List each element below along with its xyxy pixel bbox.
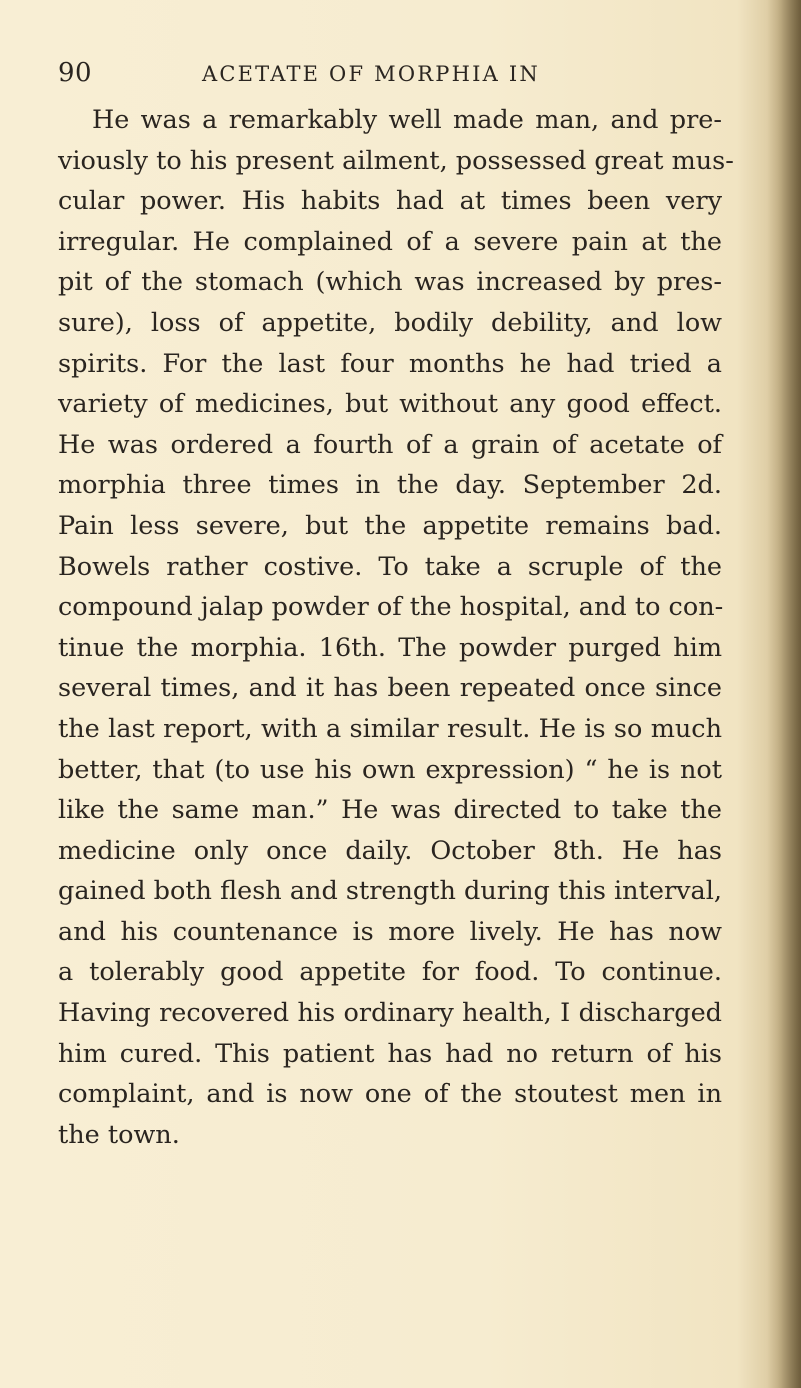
text-line: several times, and it has been repeated once since bbox=[58, 673, 722, 704]
text-line: He was ordered a fourth of a grain of acetate of bbox=[58, 429, 722, 460]
text-line: pit of the stomach (which was increased by pres- bbox=[58, 267, 722, 298]
text-line: Pain less severe, but the appetite remains bad. bbox=[58, 510, 722, 541]
text-line: and his countenance is more lively. He has now bbox=[58, 916, 722, 947]
text-line: spirits. For the last four months he had tried a bbox=[58, 348, 722, 379]
text-line: medicine only once daily. October 8th. He has bbox=[58, 835, 722, 866]
text-line: the town. bbox=[58, 1119, 180, 1150]
text-line: morphia three times in the day. September 2d. bbox=[58, 470, 722, 501]
text-line: He was a remarkably well made man, and pre- bbox=[92, 105, 722, 135]
text-line: cular power. His habits had at times been very bbox=[58, 186, 722, 217]
running-head: ACETATE OF MORPHIA IN bbox=[202, 62, 540, 86]
text-line: a tolerably good appetite for food. To continue. bbox=[58, 957, 722, 988]
text-line: gained both flesh and strength during this interval, bbox=[58, 876, 722, 907]
text-line: tinue the morphia. 16th. The powder purged him bbox=[58, 632, 722, 663]
text-line: like the same man.” He was directed to take the bbox=[58, 795, 722, 826]
text-line: the last report, with a similar result. He is so much bbox=[58, 713, 722, 744]
text-line: sure), loss of appetite, bodily debility, and low bbox=[58, 307, 722, 338]
body-paragraph bbox=[58, 100, 734, 1155]
text-line: variety of medicines, but without any good effect. bbox=[58, 389, 722, 420]
text-line: irregular. He complained of a severe pain at the bbox=[58, 226, 722, 257]
text-line: complaint, and is now one of the stoutest men in bbox=[58, 1079, 722, 1110]
text-line: viously to his present ailment, possessed great mus- bbox=[58, 145, 734, 176]
text-line: him cured. This patient has had no return of his bbox=[58, 1038, 722, 1069]
page-header bbox=[58, 58, 758, 94]
text-line: better, that (to use his own expression) “ he is not bbox=[58, 754, 722, 785]
text-line: Having recovered his ordinary health, I discharged bbox=[58, 998, 722, 1029]
text-line: Bowels rather costive. To take a scruple of the bbox=[58, 551, 722, 582]
page-number: 90 bbox=[58, 58, 93, 88]
text-line: compound jalap powder of the hospital, and to con- bbox=[58, 592, 724, 623]
page-gutter-shadow bbox=[767, 0, 801, 1388]
